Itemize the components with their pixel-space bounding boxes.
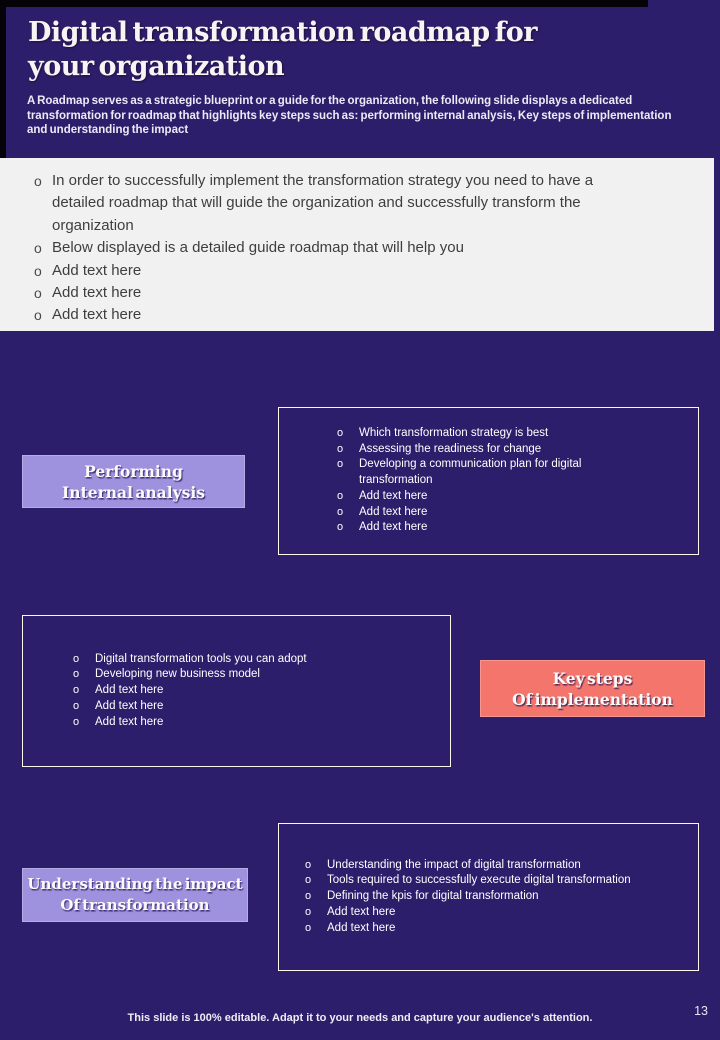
detail-box-internal-analysis — [278, 407, 699, 555]
detail-bullet: o Add text here — [305, 905, 678, 921]
slide-edge-left — [0, 0, 6, 162]
detail-bullet: o Add text here — [73, 715, 410, 731]
detail-bullet-list — [23, 652, 450, 731]
detail-bullet: o Add text here — [337, 520, 614, 536]
stage-label-line-1: Performing — [84, 461, 183, 481]
page-title — [28, 16, 537, 84]
detail-bullet: o Which transformation strategy is best — [337, 426, 614, 442]
stage-label-line-2: Internal analysis — [62, 482, 205, 502]
detail-bullet: o Assessing the readiness for change — [337, 442, 614, 458]
intro-bullet: o In order to successfully implement the transformation strategy you need to have a detailed roadmap that will guide the organization and successfully transform the organization — [34, 170, 634, 237]
detail-box-impact — [278, 823, 699, 971]
detail-bullet: o Add text here — [337, 505, 614, 521]
stage-label-line-2: Of implementation — [512, 689, 673, 709]
intro-bullet: o Add text here — [34, 304, 634, 326]
detail-bullet: o Developing a communication plan for digital transformation — [337, 457, 614, 489]
detail-bullet: o Digital transformation tools you can adopt — [73, 652, 410, 668]
slide-edge-top — [0, 0, 648, 7]
detail-bullet-list — [279, 426, 698, 537]
detail-bullet: o Understanding the impact of digital transformation — [305, 858, 678, 874]
detail-bullet-list — [279, 858, 698, 937]
page-title-line-1: Digital transformation roadmap for — [28, 17, 537, 48]
stage-label-key-steps-of-implementation — [480, 660, 705, 717]
slide-subtitle: A Roadmap serves as a strategic blueprint or a guide for the organization, the following slide displays a dedicated transformation for roadmap that highlights key steps such as: performing internal analysis, Key steps of implementation and understanding the impact — [27, 95, 672, 136]
intro-bullet: o Add text here — [34, 260, 634, 282]
stage-label-line-2: Of transformation — [60, 896, 210, 914]
intro-bullet: o Below displayed is a detailed guide roadmap that will help you — [34, 237, 634, 259]
footer-note: This slide is 100% editable. Adapt it to your needs and capture your audience's attention. — [127, 1012, 593, 1024]
detail-bullet: o Defining the kpis for digital transformation — [305, 889, 678, 905]
detail-bullet: o Add text here — [337, 489, 614, 505]
page-number: 13 — [694, 1004, 708, 1018]
intro-bullet-list — [34, 170, 634, 327]
detail-bullet: o Add text here — [305, 921, 678, 937]
detail-bullet: o Add text here — [73, 683, 410, 699]
stage-label-line-1: Understanding the impact — [27, 875, 243, 893]
intro-panel — [0, 158, 714, 331]
detail-box-implementation — [22, 615, 451, 767]
detail-bullet: o Tools required to successfully execute digital transformation — [305, 873, 678, 889]
detail-bullet: o Add text here — [73, 699, 410, 715]
intro-bullet: o Add text here — [34, 282, 634, 304]
page-title-line-2: your organization — [28, 51, 285, 82]
stage-label-performing-internal-analysis — [22, 455, 245, 508]
stage-label-line-1: Key steps — [552, 668, 633, 688]
detail-bullet: o Developing new business model — [73, 667, 410, 683]
stage-label-understanding-the-impact — [22, 868, 248, 922]
